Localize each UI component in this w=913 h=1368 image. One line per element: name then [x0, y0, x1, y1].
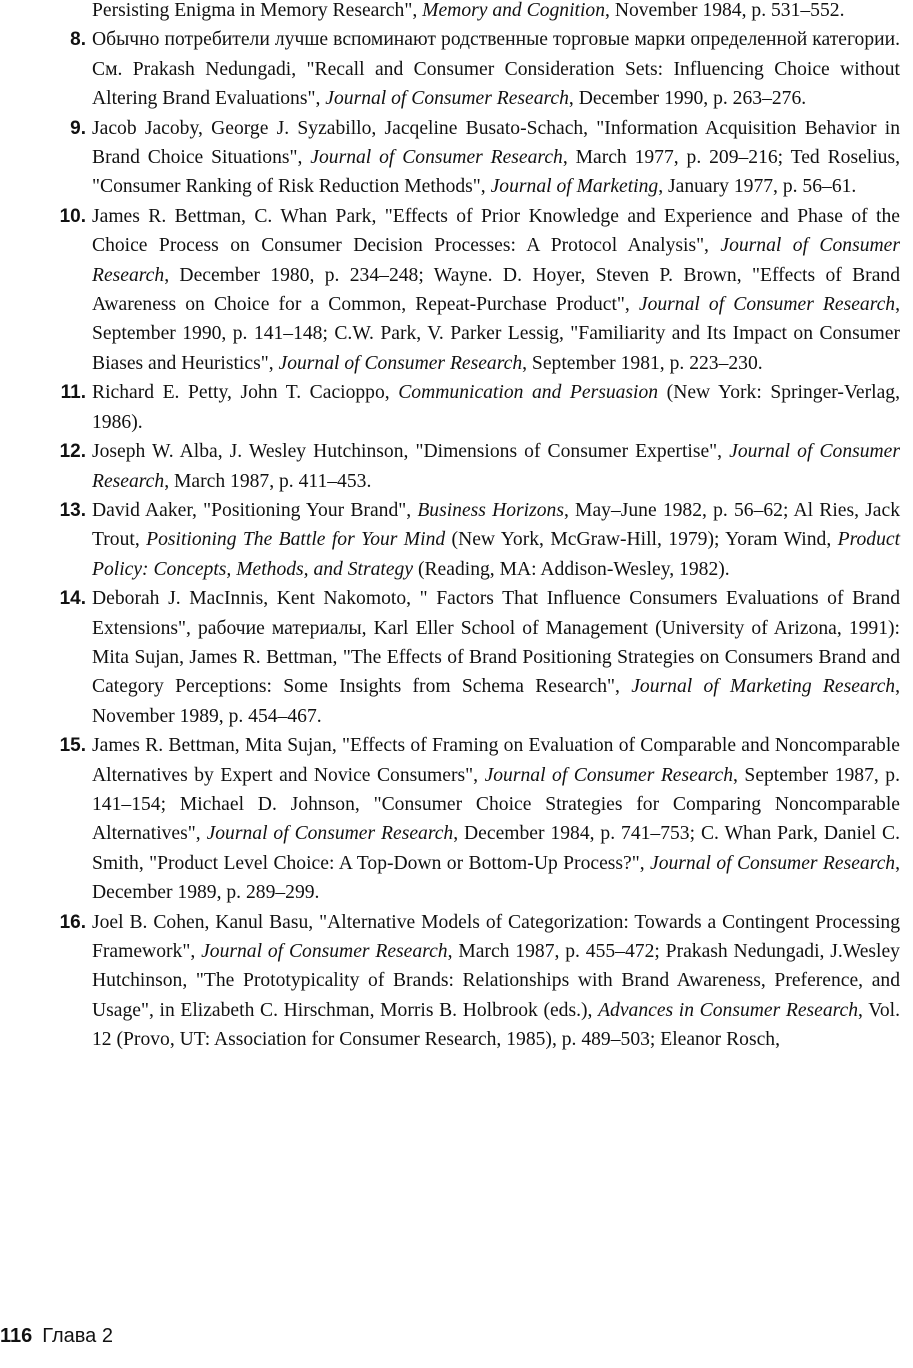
reference-text-segment: Deborah J. MacInnis, Kent Nakomoto, " Factors That Influence Consumers Evaluations of Brand Extensions", рабочие материалы, Karl Eller School of Management (University of Arizona, 1991): Mita Sujan, James R. Bettman, "The Effects of Brand Positioning Strategies on Consumers Brand and Category Perceptions: Some Insights from Schema Research",	[92, 588, 900, 698]
reference-text	[92, 441, 900, 491]
reference-number: 11.	[60, 382, 86, 404]
source-title: Journal of Consumer Research	[201, 941, 448, 962]
page-number: 116	[0, 1325, 33, 1347]
reference-text-segment: Обычно потребители лучше вспоминают родственные торговые марки определенной категории. См. Prakash Nedungadi, "Recall and Consumer Consideration Sets: Influencing Choice without Altering Brand Evaluations",	[92, 29, 900, 110]
reference-text-segment: , May–June 1982, p. 56–62; Al Ries, Jack Trout,	[92, 499, 900, 551]
chapter-label: Глава 2	[42, 1325, 113, 1347]
reference-entry	[48, 731, 900, 907]
reference-text-segment: David Aaker, "Positioning Your Brand",	[92, 499, 418, 521]
source-title: Advances in Consumer Research	[598, 999, 859, 1021]
reference-text-segment: , January 1977, p. 56–61.	[658, 176, 857, 198]
reference-entry	[48, 114, 900, 202]
reference-text	[92, 735, 900, 903]
reference-text-segment: , Vol. 12 (Provo, UT: Association for Consumer Research, 1985), p. 489–503; Eleanor Rosch,	[92, 999, 900, 1051]
reference-text-segment: , November 1984, p. 531–552.	[605, 0, 845, 21]
reference-text-segment: Joel B. Cohen, Kanul Basu, "Alternative Models of Categorization: Towards a Contingent Processing Framework",	[92, 911, 900, 962]
reference-text	[92, 382, 900, 432]
reference-number: 9.	[70, 117, 86, 139]
reference-text-segment: (New York: Springer-Verlag, 1986).	[92, 382, 900, 433]
source-title: Positioning The Battle for Your Mind	[146, 529, 446, 551]
reference-entry	[48, 202, 900, 378]
reference-text	[92, 0, 844, 21]
source-title: Journal of Consumer Research	[206, 823, 454, 845]
source-title: Journal of Consumer Research	[92, 441, 901, 492]
source-title: Journal of Consumer Research	[278, 352, 523, 374]
reference-text-segment: James R. Bettman, Mita Sujan, "Effects of Framing on Evaluation of Comparable and Noncomparable Alternatives by Expert and Novice Consumers",	[92, 735, 900, 786]
reference-text-segment: , November 1989, p. 454–467.	[92, 676, 901, 727]
reference-text-segment: , September 1987, p. 141–154; Michael D. Johnson, "Consumer Choice Strategies for Comparing Noncomparable Alternatives",	[92, 764, 901, 845]
reference-entry	[48, 584, 900, 731]
reference-number: 8.	[70, 29, 86, 51]
source-title: Memory and Cognition	[422, 0, 606, 21]
reference-number: 13.	[59, 499, 86, 521]
source-title: Journal of Marketing	[490, 176, 659, 198]
reference-text	[92, 588, 900, 727]
reference-text	[92, 118, 900, 198]
reference-text-segment: , March 1977, p. 209–216; Ted Roselius, "Consumer Ranking of Risk Reduction Methods",	[92, 147, 900, 198]
reference-text-segment: , December 1984, p. 741–753; C. Whan Park, Daniel C. Smith, "Product Level Choice: A Top-Down or Bottom-Up Process?",	[92, 823, 900, 874]
reference-text-segment: , December 1990, p. 263–276.	[568, 88, 807, 110]
reference-number: 10.	[59, 205, 86, 227]
reference-text-segment: , December 1989, p. 289–299.	[92, 852, 900, 904]
reference-text-segment: Joseph W. Alba, J. Wesley Hutchinson, "Dimensions of Consumer Expertise",	[92, 441, 730, 463]
source-title: Business Horizons	[417, 499, 564, 521]
reference-text	[92, 206, 900, 374]
reference-text	[92, 912, 900, 1051]
source-title: Journal of Consumer Research	[310, 147, 563, 169]
reference-entry	[48, 0, 900, 25]
reference-entry	[48, 496, 900, 584]
reference-text-segment: (New York, McGraw-Hill, 1979); Yoram Wind,	[445, 529, 838, 551]
reference-text-segment: , March 1987, p. 455–472; Prakash Nedungadi, J.Wesley Hutchinson, "The Prototypicality of Brands: Relationships with Brand Awareness, Preference, and Usage", in Elizabeth C. Hirschman, Morris B. Holbrook (eds.),	[92, 941, 900, 1021]
reference-text	[92, 29, 900, 109]
reference-text-segment: (Reading, MA: Addison-Wesley, 1982).	[413, 558, 730, 580]
reference-text-segment: Persisting Enigma in Memory Research",	[92, 0, 423, 21]
source-title: Journal of Consumer Research	[650, 852, 896, 874]
reference-text-segment: Richard E. Petty, John T. Cacioppo,	[92, 382, 399, 404]
reference-text-segment: , September 1981, p. 223–230.	[522, 352, 763, 374]
reference-number: 14.	[59, 588, 86, 610]
reference-text-segment: , September 1990, p. 141–148; C.W. Park, V. Parker Lessig, "Familiarity and Its Impact on Consumer Biases and Heuristics",	[92, 294, 900, 374]
source-title: Communication and Persuasion	[398, 382, 659, 404]
source-title: Journal of Consumer Research	[638, 294, 896, 316]
reference-number: 15.	[59, 735, 86, 757]
references-list	[48, 0, 900, 1055]
reference-text-segment: Jacob Jacoby, George J. Syzabillo, Jacqeline Busato-Schach, "Information Acquisition Behavior in Brand Choice Situations",	[92, 117, 900, 169]
source-title: Journal of Consumer Research	[92, 235, 900, 286]
source-title: Journal of Consumer Research	[484, 764, 734, 786]
source-title: Journal of Marketing Research	[631, 676, 896, 698]
reference-text-segment: , December 1980, p. 234–248; Wayne. D. Hoyer, Steven P. Brown, "Effects of Brand Awareness on Choice for a Common, Repeat-Purchase Product",	[92, 264, 900, 316]
source-title: Product Policy: Concepts, Methods, and Strategy	[92, 529, 901, 580]
page-footer	[0, 1325, 113, 1348]
reference-text-segment: , March 1987, p. 411–453.	[164, 470, 372, 492]
source-title: Journal of Consumer Research	[325, 88, 569, 110]
reference-entry	[48, 378, 900, 437]
reference-entry	[48, 437, 900, 496]
reference-entry	[48, 25, 900, 113]
reference-text	[92, 500, 900, 580]
reference-number: 12.	[59, 441, 86, 463]
reference-text-segment: James R. Bettman, C. Whan Park, "Effects of Prior Knowledge and Experience and Phase of the Choice Process on Consumer Decision Processes: A Protocol Analysis",	[92, 205, 900, 257]
reference-entry	[48, 908, 900, 1055]
reference-number: 16.	[59, 911, 86, 933]
